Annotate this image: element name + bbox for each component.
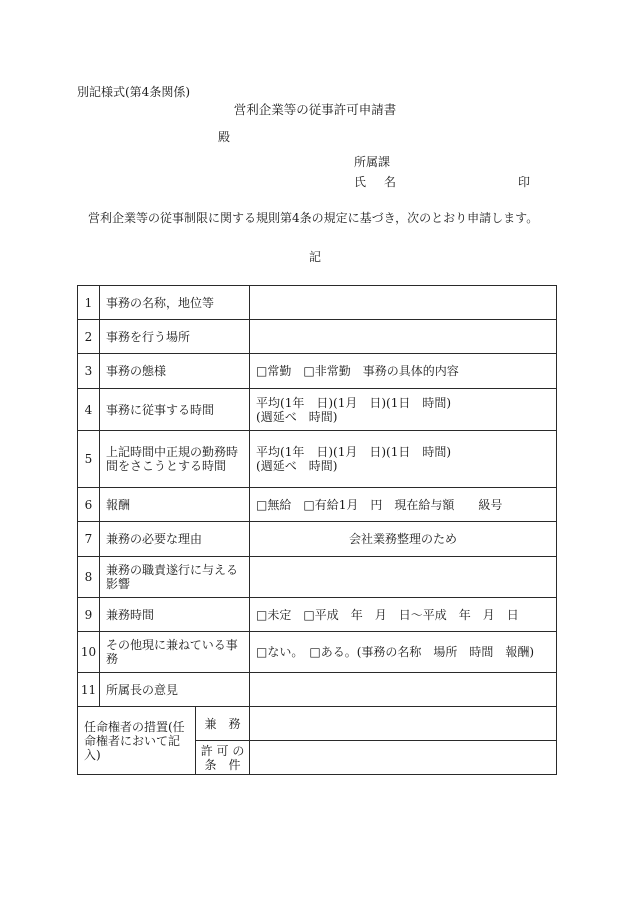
appointer-value[interactable] bbox=[250, 707, 557, 741]
row-number: 9 bbox=[78, 598, 100, 632]
table-row bbox=[78, 557, 557, 598]
application-statement: 営利企業等の従事制限に関する規則第4条の規定に基づき，次のとおり申請します。 bbox=[88, 211, 539, 225]
row-number: 3 bbox=[78, 354, 100, 389]
row-number: 6 bbox=[78, 488, 100, 522]
row-number: 4 bbox=[78, 389, 100, 431]
appointer-measure-label: 任命権者の措置(任命権者において記入) bbox=[78, 707, 196, 775]
table-row bbox=[78, 488, 557, 522]
row-value-line: (週延べ 時間) bbox=[256, 409, 338, 424]
row-label: 事務に従事する時間 bbox=[100, 389, 250, 431]
table-row bbox=[78, 320, 557, 354]
appointer-sub-label: 兼 務 bbox=[196, 707, 250, 741]
table-row bbox=[78, 389, 557, 431]
row-value[interactable]: 会社業務整理のため bbox=[250, 522, 557, 557]
row-number: 1 bbox=[78, 286, 100, 320]
row-value[interactable]: □未定 □平成 年 月 日～平成 年 月 日 bbox=[250, 598, 557, 632]
row-value-line: 平均(1年 日)(1月 日)(1日 時間) bbox=[256, 395, 452, 410]
row-number: 5 bbox=[78, 431, 100, 488]
form-id: 別記様式(第4条関係) bbox=[77, 85, 190, 99]
row-label: 兼務時間 bbox=[100, 598, 250, 632]
row-number: 7 bbox=[78, 522, 100, 557]
table-row bbox=[78, 522, 557, 557]
row-number: 10 bbox=[78, 632, 100, 673]
row-value[interactable] bbox=[250, 673, 557, 707]
table-row bbox=[78, 354, 557, 389]
row-value-line: (週延べ 時間) bbox=[256, 459, 338, 473]
row-value[interactable]: □常勤 □非常勤 事務の具体的内容 bbox=[250, 354, 557, 389]
row-label: 上記時間中正規の勤務時間をさこうとする時間 bbox=[100, 431, 250, 488]
table-row bbox=[78, 673, 557, 707]
row-label: 報酬 bbox=[100, 488, 250, 522]
application-form-table bbox=[77, 285, 557, 775]
row-value[interactable]: □無給 □有給1月 円 現在給与額 級号 bbox=[250, 488, 557, 522]
row-label: その他現に兼ねている事務 bbox=[100, 632, 250, 673]
row-value[interactable] bbox=[250, 389, 557, 431]
table-row bbox=[78, 707, 557, 741]
row-value[interactable] bbox=[250, 286, 557, 320]
row-value[interactable] bbox=[250, 557, 557, 598]
table-row bbox=[78, 431, 557, 488]
row-label: 事務を行う場所 bbox=[100, 320, 250, 354]
row-label: 事務の名称，地位等 bbox=[100, 286, 250, 320]
name-label-first: 氏 bbox=[354, 175, 367, 189]
appointer-sub-label-line: 条 件 bbox=[204, 757, 241, 772]
row-value[interactable]: □ない。 □ある。(事務の名称 場所 時間 報酬) bbox=[250, 632, 557, 673]
ki-label: 記 bbox=[308, 250, 321, 264]
row-number: 11 bbox=[78, 673, 100, 707]
addressee-label: 殿 bbox=[218, 130, 231, 144]
name-label bbox=[354, 176, 396, 188]
row-value[interactable] bbox=[250, 320, 557, 354]
name-label-second: 名 bbox=[384, 175, 397, 189]
row-value-line: 平均(1年 日)(1月 日)(1日 時間) bbox=[256, 445, 452, 459]
table-row bbox=[78, 598, 557, 632]
appointer-sub-label-line: 許 可 の bbox=[200, 743, 245, 758]
row-value[interactable] bbox=[250, 431, 557, 488]
row-number: 2 bbox=[78, 320, 100, 354]
seal-label: 印 bbox=[518, 175, 531, 189]
table-row bbox=[78, 286, 557, 320]
row-number: 8 bbox=[78, 557, 100, 598]
document-title: 営利企業等の従事許可申請書 bbox=[233, 102, 397, 117]
row-label: 兼務の必要な理由 bbox=[100, 522, 250, 557]
appointer-sub-label bbox=[196, 741, 250, 775]
department-label: 所属課 bbox=[354, 155, 391, 169]
row-label: 兼務の職責遂行に与える影響 bbox=[100, 557, 250, 598]
row-label: 所属長の意見 bbox=[100, 673, 250, 707]
table-row bbox=[78, 632, 557, 673]
row-label: 事務の態様 bbox=[100, 354, 250, 389]
appointer-value[interactable] bbox=[250, 741, 557, 775]
